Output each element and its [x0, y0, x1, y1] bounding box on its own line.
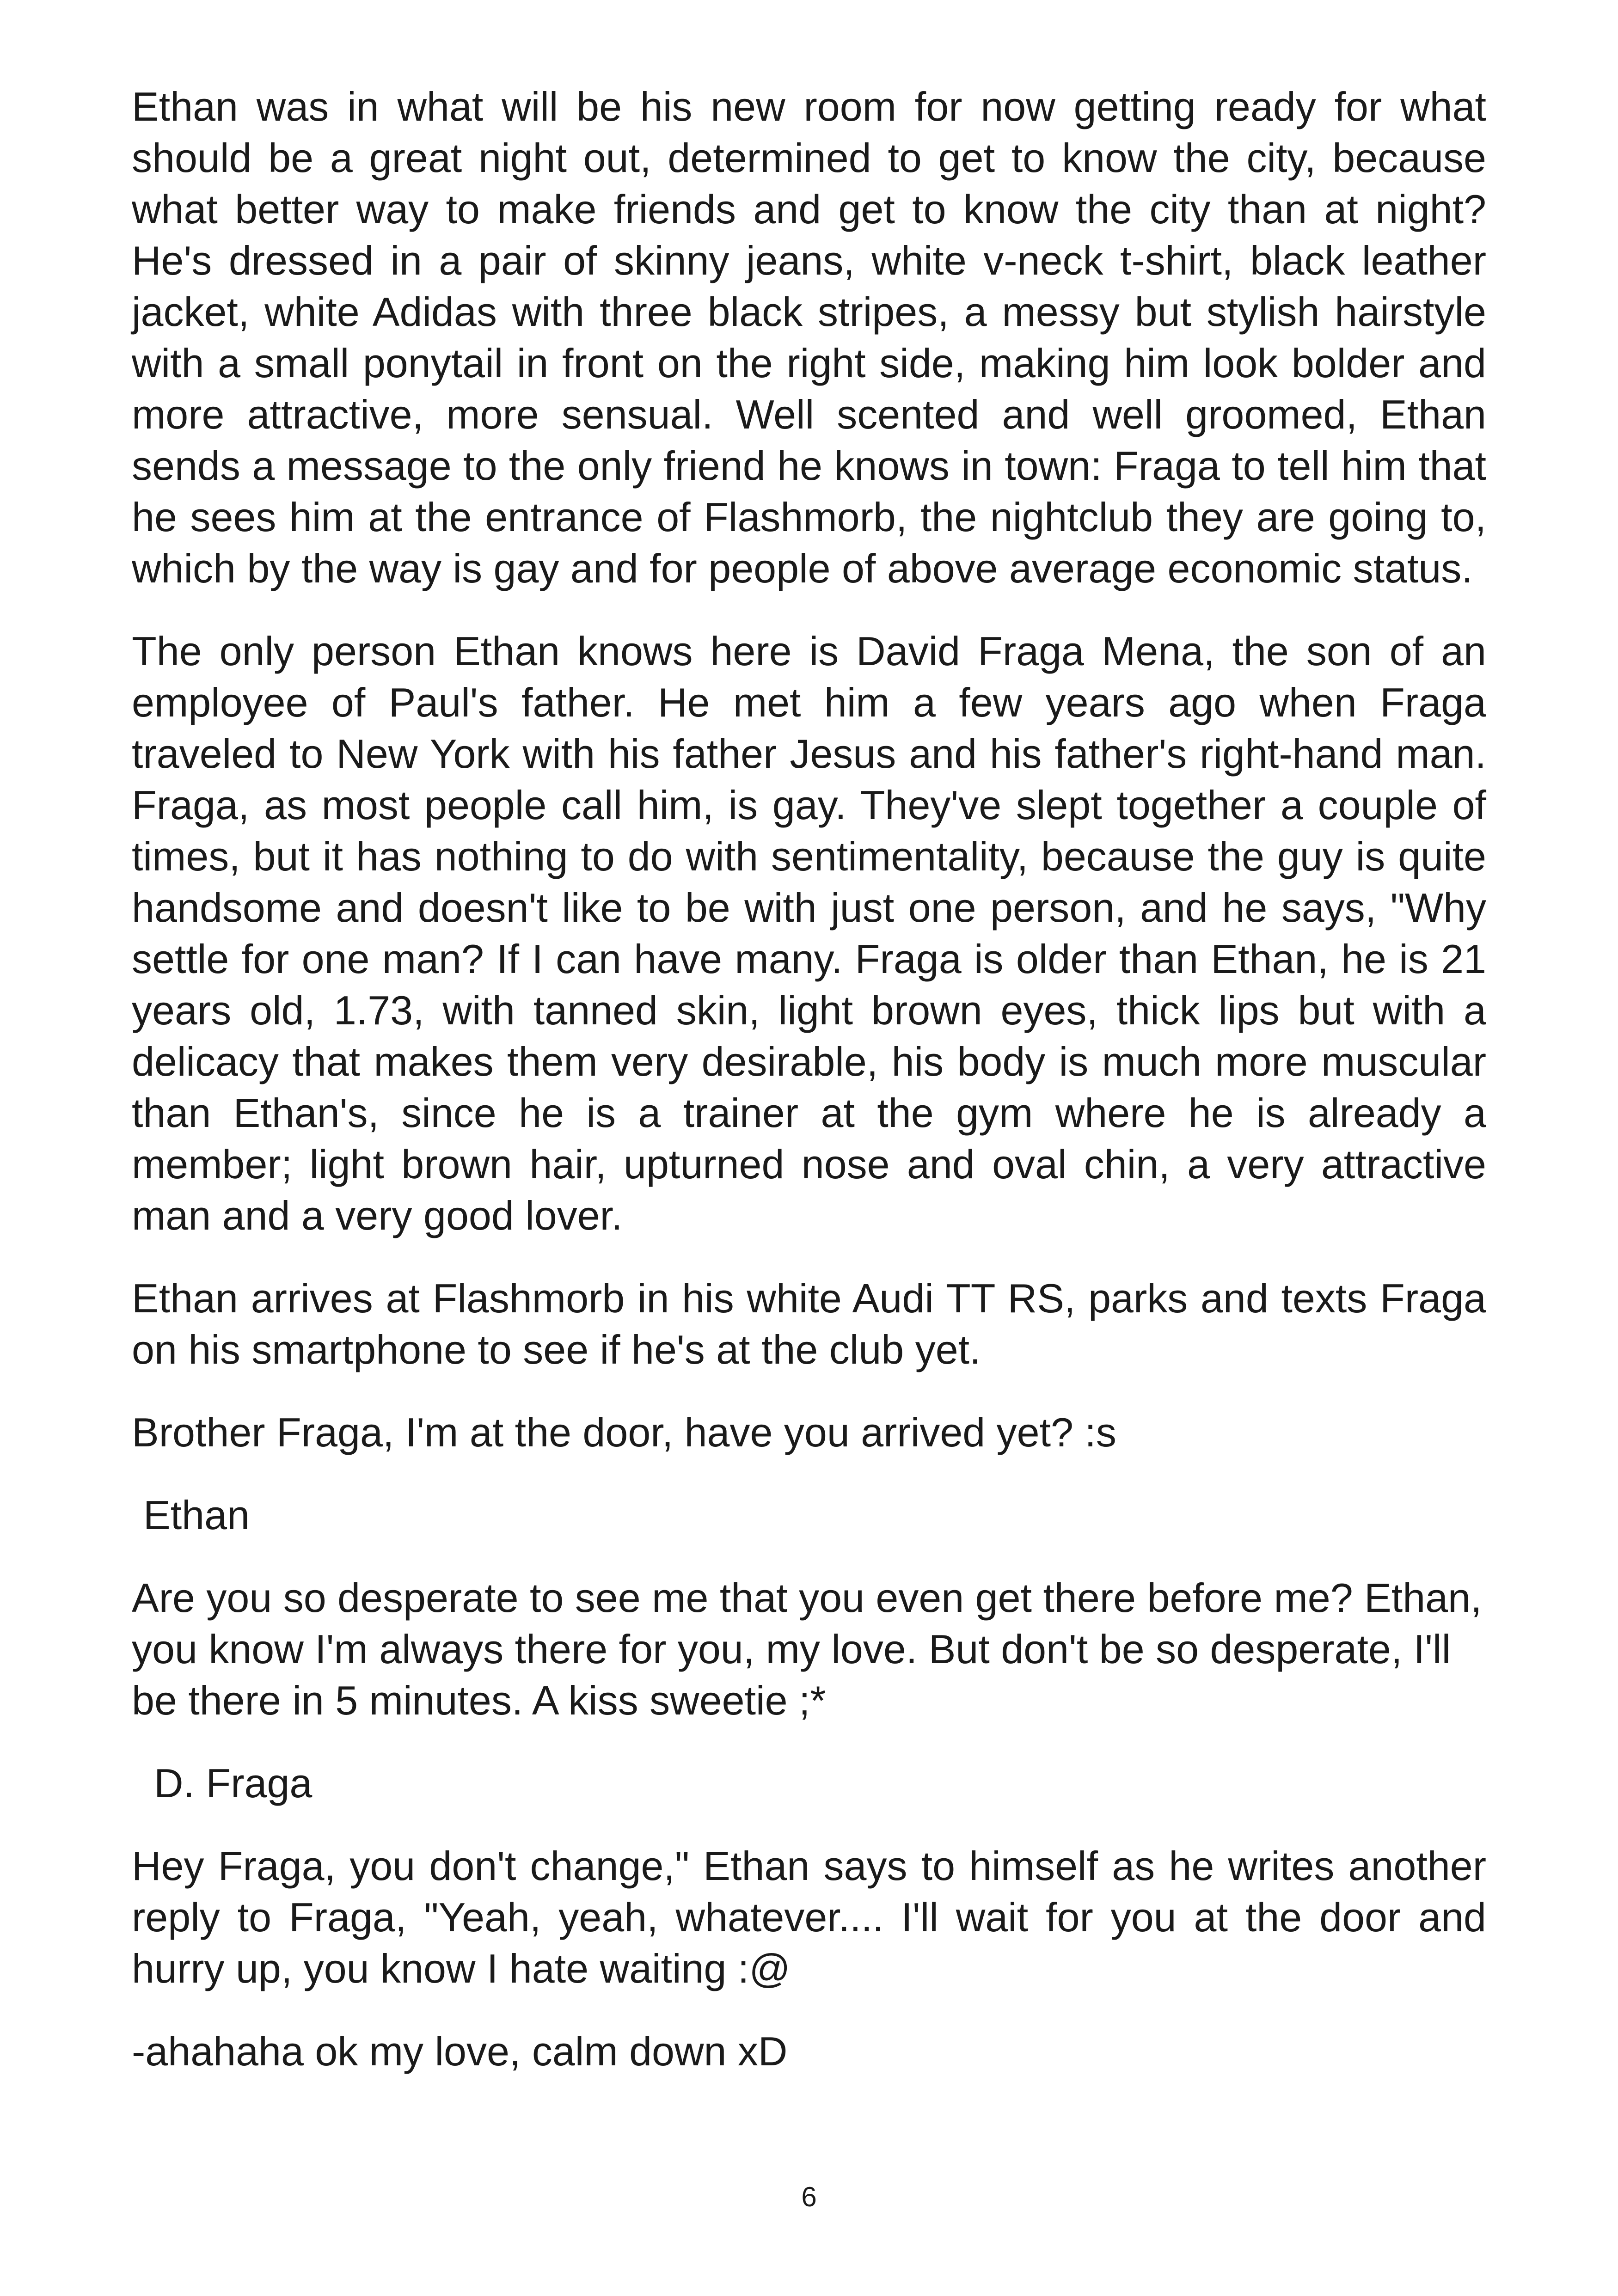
message-fraga-text: Are you so desperate to see me that you even get there before me? Ethan, you know I'm always there for you, my love. But don't be so desperate, I'll be there in 5 minutes. A kiss sweetie ;* — [132, 1575, 1482, 1723]
message-signature-fraga: D. Fraga — [154, 1760, 313, 1806]
paragraph-ethan-reply: Hey Fraga, you don't change," Ethan says to himself as he writes another reply to Fraga, "Yeah, yeah, whatever.... I'll wait for you at the door and hurry up, you know I hate waiting :@ — [132, 1843, 1486, 1991]
page-body — [132, 81, 1486, 2108]
message-ethan-text: Brother Fraga, I'm at the door, have you arrived yet? :s — [132, 1409, 1116, 1455]
page-number: 6 — [801, 2181, 817, 2212]
message-signature-ethan: Ethan — [143, 1492, 250, 1538]
paragraph-arrives-flashmorb: Ethan arrives at Flashmorb in his white Audi TT RS, parks and texts Fraga on his smartphone to see if he's at the club yet. — [132, 1275, 1486, 1372]
paragraph-about-fraga: The only person Ethan knows here is David Fraga Mena, the son of an employee of Paul's father. He met him a few years ago when Fraga traveled to New York with his father Jesus and his father's right-hand man. Fraga, as most people call him, is gay. They've slept together a couple of times, but it has nothing to do with sentimentality, because the guy is quite handsome and doesn't like to be with just one person, and he says, "Why settle for one man? If I can have many. Fraga is older than Ethan, he is 21 years old, 1.73, with tanned skin, light brown eyes, thick lips but with a delicacy that makes them very desirable, his body is much more muscular than Ethan's, since he is a trainer at the gym where he is already a member; light brown hair, upturned nose and oval chin, a very attractive man and a very good lover. — [132, 628, 1486, 1238]
paragraph-ethan-getting-ready: Ethan was in what will be his new room for now getting ready for what should be a great night out, determined to get to know the city, because what better way to make friends and get to know the city than at night? He's dressed in a pair of skinny jeans, white v-neck t-shirt, black leather jacket, white Adidas with three black stripes, a messy but stylish hairstyle with a small ponytail in front on the right side, making him look bolder and more attractive, more sensual. Well scented and well groomed, Ethan sends a message to the only friend he knows in town: Fraga to tell him that he sees him at the entrance of Flashmorb, the nightclub they are going to, which by the way is gay and for people of above average economic status. — [132, 84, 1486, 591]
message-fraga-reply: -ahahaha ok my love, calm down xD — [132, 2028, 788, 2074]
